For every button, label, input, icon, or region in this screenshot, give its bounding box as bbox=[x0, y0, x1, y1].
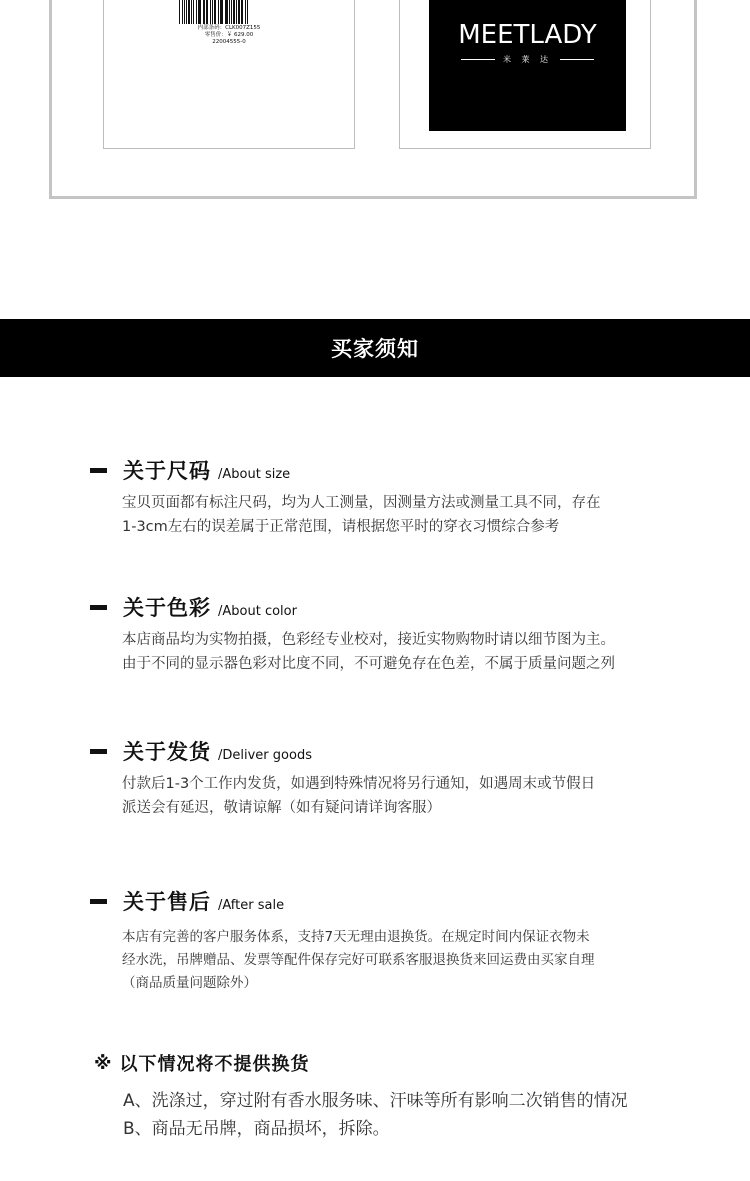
barcode-stripe bbox=[245, 0, 246, 24]
section-body bbox=[122, 772, 690, 820]
section-heading bbox=[90, 736, 690, 766]
banner-title: 买家须知 bbox=[331, 336, 419, 361]
reference-mark-icon: ※ bbox=[94, 1052, 112, 1074]
body-line: 由于不同的显示器色彩对比度不同，不可避免存在色差，不属于质量问题之列 bbox=[122, 656, 615, 672]
body-line: 经水洗，吊牌赠品、发票等配件保存完好可联系客服退换货来回运费由买家自理 bbox=[122, 952, 595, 968]
barcode-stripe bbox=[241, 0, 242, 24]
logo-rule-right bbox=[560, 59, 594, 60]
dash-icon bbox=[90, 899, 107, 904]
section-body bbox=[122, 491, 690, 539]
tag-serial: 22004555-0 bbox=[212, 39, 246, 45]
section-heading bbox=[90, 455, 690, 485]
body-line: 宝贝页面都有标注尺码，均为人工测量，因测量方法或测量工具不同，存在 bbox=[122, 495, 601, 511]
body-line: 派送会有延迟，敬请谅解（如有疑问请详询客服） bbox=[122, 800, 441, 816]
body-line: 本店有完善的客户服务体系，支持7天无理由退换货。在规定时间内保证衣物未 bbox=[122, 929, 590, 945]
tag-retail-price: 零售价：￥ 629.00 bbox=[204, 32, 254, 38]
dash-icon bbox=[90, 468, 107, 473]
barcode-stripe bbox=[199, 0, 200, 24]
notice-title: 以下情况将不提供换货 bbox=[119, 1054, 310, 1075]
barcode-stripe bbox=[184, 0, 185, 24]
section-color bbox=[90, 592, 690, 676]
barcode-stripe bbox=[206, 0, 207, 24]
section-heading bbox=[90, 886, 690, 916]
section-title: 关于售后 bbox=[123, 890, 211, 914]
barcode-stripe bbox=[226, 0, 227, 24]
section-subtitle: /About color bbox=[218, 604, 297, 619]
barcode-stripe bbox=[225, 0, 226, 24]
notice-line: B、商品无吊牌，商品损坏，拆除。 bbox=[123, 1119, 390, 1139]
barcode-stripe bbox=[198, 0, 199, 24]
dash-icon bbox=[90, 605, 107, 610]
section-subtitle: /About size bbox=[218, 467, 291, 482]
dash-icon bbox=[90, 749, 107, 754]
barcode-stripe bbox=[210, 0, 211, 24]
section-body bbox=[122, 628, 690, 676]
barcode-stripe bbox=[220, 0, 221, 24]
barcode-stripe bbox=[229, 0, 230, 24]
barcode-stripe bbox=[231, 0, 232, 24]
barcode-stripe bbox=[221, 0, 222, 24]
tag-text bbox=[103, 25, 355, 46]
section-subtitle: /After sale bbox=[218, 898, 285, 913]
barcode-stripe bbox=[218, 0, 219, 24]
section-title: 关于发货 bbox=[123, 740, 211, 764]
section-title: 关于色彩 bbox=[123, 596, 211, 620]
notice-line: A、洗涤过，穿过附有香水服务味、汗味等所有影响二次销售的情况 bbox=[123, 1091, 628, 1111]
section-subtitle: /Deliver goods bbox=[218, 748, 312, 763]
no-exchange-notice bbox=[94, 1049, 714, 1143]
barcode-stripe bbox=[182, 0, 183, 24]
barcode-stripe bbox=[242, 0, 243, 24]
notice-heading bbox=[94, 1049, 714, 1077]
section-body bbox=[122, 926, 690, 995]
barcode-stripe bbox=[193, 0, 194, 24]
barcode-stripe bbox=[207, 0, 208, 24]
barcode-stripe bbox=[191, 0, 192, 24]
barcode-stripe bbox=[186, 0, 187, 24]
section-after-sale bbox=[90, 886, 690, 995]
barcode-stripe bbox=[236, 0, 237, 24]
barcode-stripe bbox=[233, 0, 235, 24]
body-line: 1-3cm左右的误差属于正常范围，请根据您平时的穿衣习惯综合参考 bbox=[122, 519, 560, 535]
barcode-stripe bbox=[247, 0, 248, 24]
barcode-stripe bbox=[196, 0, 197, 24]
barcode-stripe bbox=[212, 0, 213, 24]
notice-body bbox=[123, 1087, 714, 1143]
body-line: （商品质量问题除外） bbox=[122, 975, 257, 991]
brand-logo-cn: 米 莱 达 bbox=[502, 54, 553, 64]
section-title: 关于尺码 bbox=[123, 459, 211, 483]
section-heading bbox=[90, 592, 690, 622]
barcode-stripe bbox=[238, 0, 239, 24]
body-line: 付款后1-3个工作内发货，如遇到特殊情况将另行通知，如遇周末或节假日 bbox=[122, 776, 596, 792]
buyer-notice-banner bbox=[0, 319, 750, 377]
brand-logo-subtitle bbox=[429, 53, 626, 65]
tag-inner-code: 内部条码：CLK007Z155 bbox=[197, 25, 261, 31]
logo-rule-left bbox=[461, 59, 495, 60]
barcode-stripe bbox=[188, 0, 190, 24]
barcode-stripe bbox=[203, 0, 205, 24]
barcode-stripe bbox=[179, 0, 180, 24]
brand-logo: MEETLADY bbox=[458, 20, 597, 50]
body-line: 本店商品均为实物拍摄，色彩经专业校对，接近实物购物时请以细节图为主。 bbox=[122, 632, 615, 648]
section-delivery bbox=[90, 736, 690, 820]
barcode-stripe bbox=[214, 0, 216, 24]
section-size bbox=[90, 455, 690, 539]
barcode-image bbox=[179, 0, 249, 24]
